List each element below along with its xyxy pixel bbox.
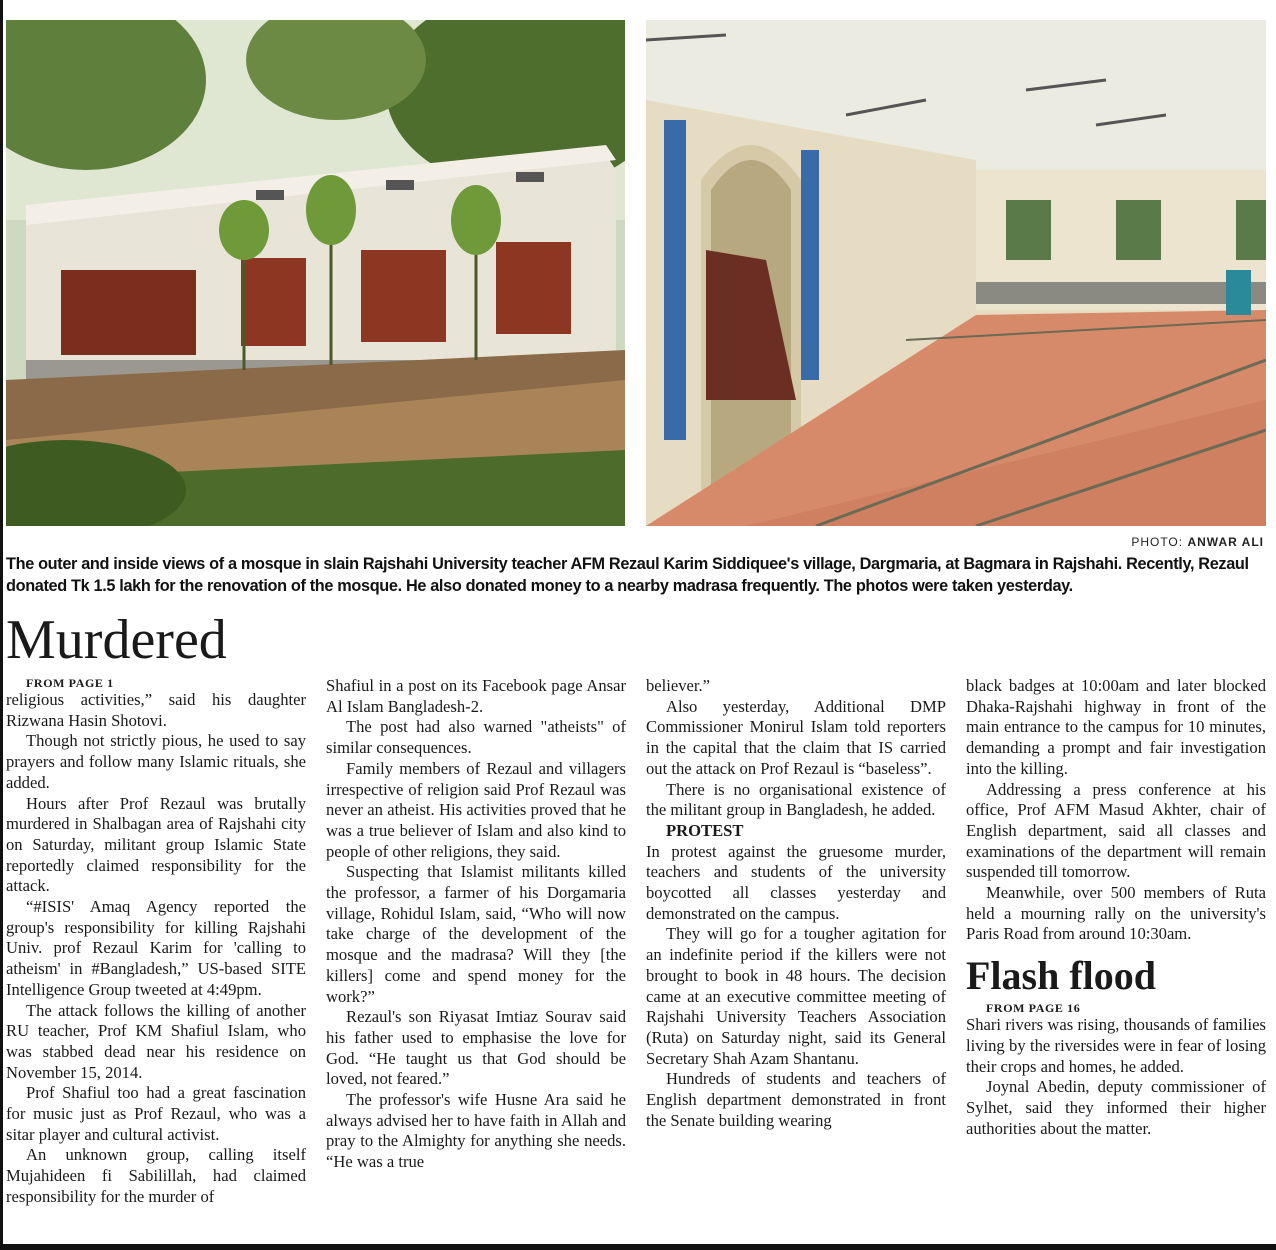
paragraph: They will go for a tougher agitation for an indefinite period if the killers were not brought to book in 48 hours. The decision came at an executive committee meeting of Rajshahi University Teachers Association (Ruta) on Saturday night, said its General Secretary Shah Azam Shantanu. (646, 924, 946, 1068)
mosque-interior-photo (646, 20, 1266, 526)
subhead-protest: PROTEST (666, 820, 744, 840)
paragraph: Suspecting that Islamist militants killed the professor, a farmer of his Dorgamaria village, Rohidul Islam, said, “Who will now take charge of the development of the mosque and the madrasa? Will they [the killers] come and spend money for the work?” (326, 862, 626, 1006)
page-frame-left (0, 0, 3, 1250)
story-column-3 (646, 676, 946, 1131)
paragraph: “#ISIS' Amaq Agency reported the group's responsibility for killing Rajshahi Univ. prof Rezaul Karim for 'calling to atheism' in #Bangladesh,” US-based SITE Intelligence Group tweeted at 4:49pm. (6, 897, 306, 999)
paragraph: believer.” (646, 676, 711, 695)
story-headline-murdered: Murdered (6, 609, 227, 671)
paragraph: Also yesterday, Additional DMP Commissioner Monirul Islam told reporters in the capital that the claim that IS carried out the attack on Prof Rezaul is “baseless”. (646, 696, 946, 778)
paragraph: Addressing a press conference at his office, Prof AFM Masud Akhter, chair of English department, said all classes and examinations of the department will remain suspended till tomorrow. (966, 779, 1266, 882)
paragraph: Meanwhile, over 500 members of Ruta held a mourning rally on the university's Paris Road from around 10:30am. (966, 883, 1266, 944)
paragraph: Joynal Abedin, deputy commissioner of Sylhet, said they informed their higher authorities about the matter. (966, 1077, 1266, 1138)
paragraph: Shafiul in a post on its Facebook page Ansar Al Islam Bangladesh-2. (326, 676, 626, 716)
paragraph: The attack follows the killing of another RU teacher, Prof KM Shafiul Islam, who was stabbed dead near his residence on November 15, 2014. (6, 1000, 306, 1082)
photo-credit-prefix: PHOTO: (1131, 535, 1184, 549)
from-page-kicker: FROM PAGE 16 (986, 1001, 1081, 1016)
page-bottom-rule (0, 1244, 1276, 1250)
paragraph: Family members of Rezaul and villagers irrespective of religion said Prof Rezaul was never an atheist. His activities proved that he was a true believer of Islam and also kind to people of other religions, they said. (326, 758, 626, 861)
paragraph: religious activities,” said his daughter Rizwana Hasin Shotovi. (6, 690, 306, 730)
paragraph: Though not strictly pious, he used to say prayers and follow many Islamic rituals, she added. (6, 731, 306, 792)
paragraph: Prof Shafiul too had a great fascination for music just as Prof Rezaul, who was a sitar player and cultural activist. (6, 1083, 306, 1144)
paragraph: The professor's wife Husne Ara said he always advised her to have faith in Allah and pray to the Almighty for anything she needs. “He was a true (326, 1090, 626, 1172)
story-column-1 (6, 676, 306, 1208)
paragraph: An unknown group, calling itself Mujahideen fi Sabilillah, had claimed responsibility for the murder of (6, 1145, 306, 1206)
paragraph: Rezaul's son Riyasat Imtiaz Sourav said his father used to emphasise the love for God. “He taught us that God should be loved, not feared.” (326, 1007, 626, 1089)
photo-caption: The outer and inside views of a mosque in slain Rajshahi University teacher AFM Rezaul Karim Siddiquee's village, Dargmaria, at Bagmara in Rajshahi. Recently, Rezaul donated Tk 1.5 lakh for the renovation of the mosque. He also donated money to a nearby madrasa frequently. The photos were taken yesterday. (6, 555, 1249, 595)
photo-credit (1131, 535, 1264, 549)
paragraph: In protest against the gruesome murder, teachers and students of the university boycotted all classes yesterday and demonstrated on the campus. (646, 841, 946, 923)
photo-credit-name: ANWAR ALI (1187, 535, 1264, 549)
paragraph: Hours after Prof Rezaul was brutally murdered in Shalbagan area of Rajshahi city on Saturday, militant group Islamic State reportedly claimed responsibility for the attack. (6, 793, 306, 896)
mosque-exterior-photo (6, 20, 625, 526)
story-column-2 (326, 676, 626, 1173)
paragraph: The post had also warned "atheists" of similar consequences. (326, 717, 626, 758)
from-page-kicker: FROM PAGE 1 (26, 676, 114, 690)
story-column-4 (966, 676, 1266, 1139)
paragraph: Hundreds of students and teachers of English department demonstrated in front the Senate building wearing (646, 1069, 946, 1130)
paragraph: There is no organisational existence of the militant group in Bangladesh, he added. (646, 779, 946, 820)
paragraph: black badges at 10:00am and later blocked Dhaka-Rajshahi highway in front of the main entrance to the campus for 10 minutes, demanding a prompt and fair investigation into the killing. (966, 676, 1266, 778)
story-headline-flash-flood: Flash flood (966, 953, 1157, 999)
paragraph: Shari rivers was rising, thousands of families living by the riversides were in fear of losing their crops and homes, he added. (966, 1015, 1266, 1076)
